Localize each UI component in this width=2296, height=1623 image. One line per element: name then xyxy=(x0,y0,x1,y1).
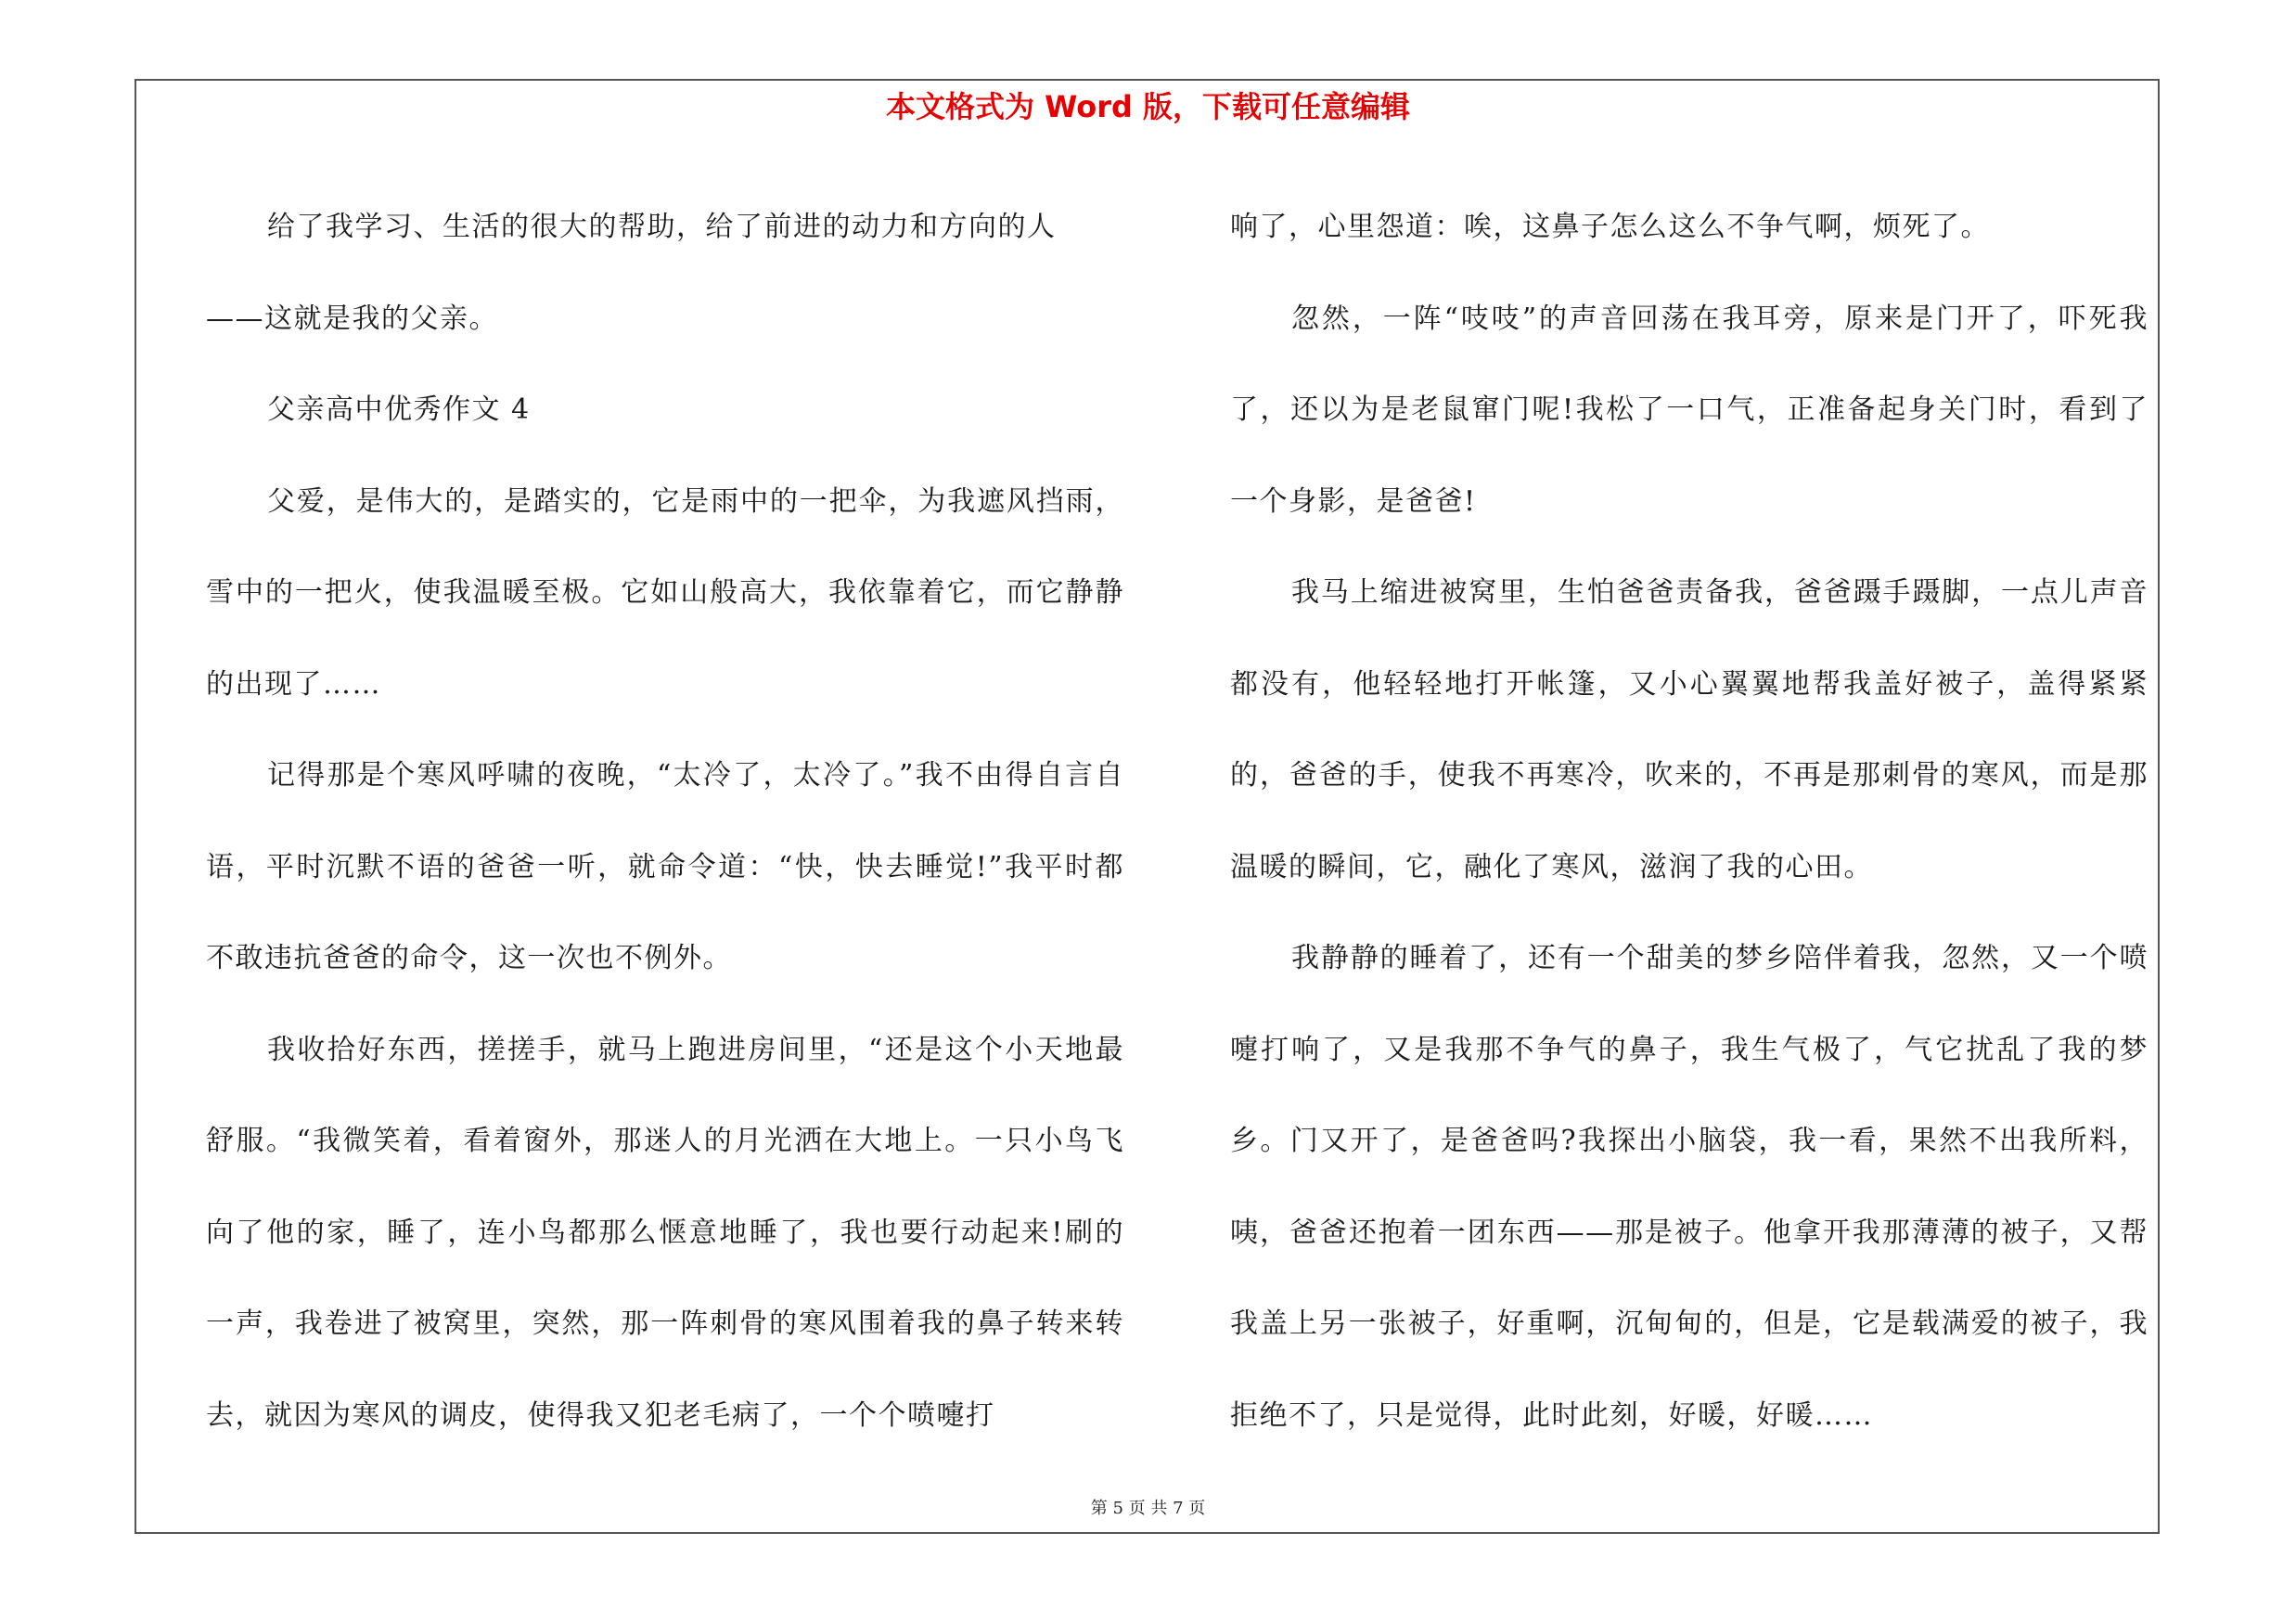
page-number-footer: 第 5 页 共 7 页 xyxy=(1090,1499,1206,1518)
section-heading: 父亲高中优秀作文 4 xyxy=(267,393,531,426)
left-text-column xyxy=(206,182,1124,1462)
paragraph: 我马上缩进被窝里，生怕爸爸责备我，爸爸蹑手蹑脚，一点儿声音都没有，他轻轻地打开帐篷，又小心翼翼地帮我盖好被子，盖得紧紧的，爸爸的手，使我不再寒冷，吹来的，不再是那刺骨的寒风，而是那温暖的瞬间，它，融化了寒风，滋润了我的心田。 xyxy=(1230,576,2148,883)
paragraph: 响了，心里怨道：唉，这鼻子怎么这么不争气啊，烦死了。 xyxy=(1230,211,1990,243)
paragraph: 给了我学习、生活的很大的帮助，给了前进的动力和方向的人 xyxy=(267,211,1057,243)
paragraph: 我静静的睡着了，还有一个甜美的梦乡陪伴着我，忽然，又一个喷嚏打响了，又是我那不争气的鼻子，我生气极了，气它扰乱了我的梦乡。门又开了，是爸爸吗?我探出小脑袋，我一看，果然不出我所料，咦，爸爸还抱着一团东西——那是被子。他拿开我那薄薄的被子，又帮我盖上另一张被子，好重啊，沉甸甸的，但是，它是载满爱的被子，我拒绝不了，只是觉得，此时此刻，好暖，好暖…… xyxy=(1230,942,2148,1432)
paragraph: ——这就是我的父亲。 xyxy=(206,302,498,335)
word-format-banner: 本文格式为 Word 版，下载可任意编辑 xyxy=(885,89,1411,124)
paragraph: 父爱，是伟大的，是踏实的，它是雨中的一把伞，为我遮风挡雨，雪中的一把火，使我温暖至极。它如山般高大，我依靠着它，而它静静的出现了…… xyxy=(206,484,1124,701)
paragraph: 忽然，一阵“吱吱”的声音回荡在我耳旁，原来是门开了，吓死我了，还以为是老鼠窜门呢!我松了一口气，正准备起身关门时，看到了一个身影，是爸爸! xyxy=(1230,302,2148,518)
paragraph: 记得那是个寒风呼啸的夜晚，“太冷了，太冷了。”我不由得自言自语，平时沉默不语的爸爸一听，就命令道：“快，快去睡觉!”我平时都不敢违抗爸爸的命令，这一次也不例外。 xyxy=(206,759,1124,974)
paragraph: 我收拾好东西，搓搓手，就马上跑进房间里，“还是这个小天地最舒服。“我微笑着，看着窗外，那迷人的月光洒在大地上。一只小鸟飞向了他的家，睡了，连小鸟都那么惬意地睡了，我也要行动起来!刷的一声，我卷进了被窝里，突然，那一阵刺骨的寒风围着我的鼻子转来转去，就因为寒风的调皮，使得我又犯老毛病了，一个个喷嚏打 xyxy=(206,1033,1124,1432)
right-text-column xyxy=(1230,182,2148,1462)
